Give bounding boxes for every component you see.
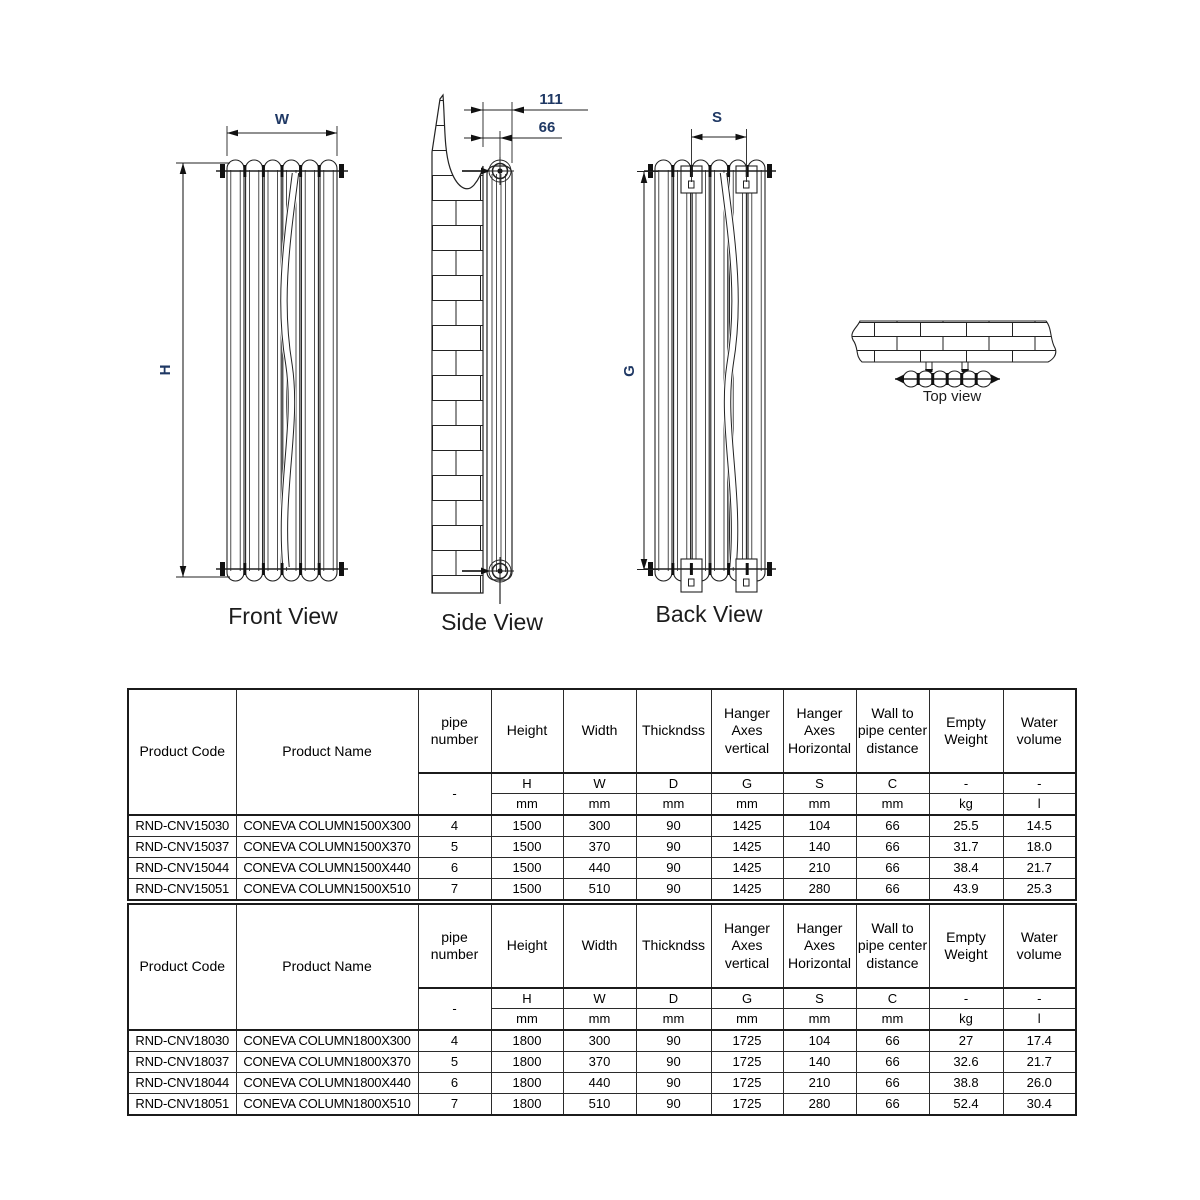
spec-value: 27 xyxy=(929,1030,1003,1052)
unit-cell: mm xyxy=(856,1009,929,1031)
unit-cell: mm xyxy=(491,794,563,816)
top-view-label: Top view xyxy=(922,388,982,405)
table-row xyxy=(128,1094,1076,1116)
spec-value: 66 xyxy=(856,837,929,858)
spec-value: 370 xyxy=(563,1052,636,1073)
width-dimension xyxy=(227,111,337,156)
spec-value: 38.4 xyxy=(929,858,1003,879)
symbol-cell: - xyxy=(1003,988,1076,1009)
spec-value: 7 xyxy=(418,879,491,901)
symbol-cell: - xyxy=(929,773,1003,794)
spec-value: 300 xyxy=(563,815,636,837)
spec-value: 90 xyxy=(636,1052,711,1073)
spec-value: 280 xyxy=(783,1094,856,1116)
spec-value: 440 xyxy=(563,858,636,879)
column-header: Product Code xyxy=(128,904,236,1030)
product-name: CONEVA COLUMN1800X510 xyxy=(236,1094,418,1116)
product-name: CONEVA COLUMN1800X300 xyxy=(236,1030,418,1052)
spec-value: 1500 xyxy=(491,815,563,837)
product-code: RND-CNV15030 xyxy=(128,815,236,837)
back-view-label: Back View xyxy=(655,601,763,627)
column-header: Hanger Axes vertical xyxy=(711,904,783,988)
spec-value: 43.9 xyxy=(929,879,1003,901)
spec-value: 1800 xyxy=(491,1094,563,1116)
spec-value: 1500 xyxy=(491,837,563,858)
column-header: Empty Weight xyxy=(929,904,1003,988)
spec-value: 1425 xyxy=(711,815,783,837)
unit-cell: mm xyxy=(491,1009,563,1031)
product-code: RND-CNV15051 xyxy=(128,879,236,901)
unit-cell: mm xyxy=(783,794,856,816)
spec-value: 1500 xyxy=(491,879,563,901)
product-name: CONEVA COLUMN1500X370 xyxy=(236,837,418,858)
side-view-label: Side View xyxy=(441,609,543,635)
spec-value: 140 xyxy=(783,1052,856,1073)
spec-value: 52.4 xyxy=(929,1094,1003,1116)
spec-value: 25.3 xyxy=(1003,879,1076,901)
column-header: pipe number xyxy=(418,689,491,773)
spec-value: 4 xyxy=(418,815,491,837)
product-name: CONEVA COLUMN1500X300 xyxy=(236,815,418,837)
column-header: Width xyxy=(563,689,636,773)
spec-value: 66 xyxy=(856,879,929,901)
top-view-drawing xyxy=(852,321,1056,405)
spec-value: 7 xyxy=(418,1094,491,1116)
unit-cell: mm xyxy=(711,794,783,816)
column-header: Hanger Axes vertical xyxy=(711,689,783,773)
column-header: Product Code xyxy=(128,689,236,815)
dim-label-h: H xyxy=(157,364,174,376)
spec-value: 66 xyxy=(856,1030,929,1052)
spec-value: 6 xyxy=(418,1073,491,1094)
symbol-cell: H xyxy=(491,773,563,794)
column-header: Wall to pipe center distance xyxy=(856,904,929,988)
unit-cell: l xyxy=(1003,794,1076,816)
spec-value: 32.6 xyxy=(929,1052,1003,1073)
column-header: Empty Weight xyxy=(929,689,1003,773)
unit-cell: mm xyxy=(783,1009,856,1031)
column-header: Hanger Axes Horizontal xyxy=(783,689,856,773)
product-code: RND-CNV18030 xyxy=(128,1030,236,1052)
symbol-cell: - xyxy=(418,988,491,1030)
spec-value: 66 xyxy=(856,1094,929,1116)
column-header: Hanger Axes Horizontal xyxy=(783,904,856,988)
symbol-cell: D xyxy=(636,988,711,1009)
column-header: Product Name xyxy=(236,689,418,815)
spec-value: 210 xyxy=(783,1073,856,1094)
spec-value: 1800 xyxy=(491,1052,563,1073)
spec-value: 90 xyxy=(636,815,711,837)
unit-cell: mm xyxy=(856,794,929,816)
spec-value: 90 xyxy=(636,879,711,901)
spec-value: 210 xyxy=(783,858,856,879)
spec-table-1800 xyxy=(127,903,1077,1116)
column-header: Height xyxy=(491,689,563,773)
product-code: RND-CNV18051 xyxy=(128,1094,236,1116)
column-header: Water volume xyxy=(1003,689,1076,773)
product-code: RND-CNV15037 xyxy=(128,837,236,858)
column-header: Wall to pipe center distance xyxy=(856,689,929,773)
spec-value: 66 xyxy=(856,1073,929,1094)
spec-value: 280 xyxy=(783,879,856,901)
dim-label-w: W xyxy=(274,111,290,128)
spec-value: 14.5 xyxy=(1003,815,1076,837)
spec-value: 21.7 xyxy=(1003,858,1076,879)
column-header: Product Name xyxy=(236,904,418,1030)
dim-label-111: 111 xyxy=(539,91,563,108)
product-name: CONEVA COLUMN1800X440 xyxy=(236,1073,418,1094)
front-view-label: Front View xyxy=(228,603,338,629)
height-dimension xyxy=(157,163,230,577)
spec-value: 31.7 xyxy=(929,837,1003,858)
spec-value: 1800 xyxy=(491,1030,563,1052)
side-view-drawing xyxy=(432,91,588,635)
dim-label-g: G xyxy=(621,365,638,377)
spec-value: 1725 xyxy=(711,1030,783,1052)
spec-value: 1425 xyxy=(711,879,783,901)
table-row xyxy=(128,1030,1076,1052)
symbol-cell: S xyxy=(783,988,856,1009)
table-row xyxy=(128,815,1076,837)
spec-value: 300 xyxy=(563,1030,636,1052)
spec-value: 6 xyxy=(418,858,491,879)
product-name: CONEVA COLUMN1500X440 xyxy=(236,858,418,879)
symbol-cell: D xyxy=(636,773,711,794)
column-header: Water volume xyxy=(1003,904,1076,988)
spec-value: 38.8 xyxy=(929,1073,1003,1094)
unit-cell: mm xyxy=(563,794,636,816)
symbol-cell: C xyxy=(856,773,929,794)
back-view-drawing xyxy=(621,109,776,627)
spec-value: 1800 xyxy=(491,1073,563,1094)
spec-value: 66 xyxy=(856,815,929,837)
product-code: RND-CNV18037 xyxy=(128,1052,236,1073)
product-name: CONEVA COLUMN1500X510 xyxy=(236,879,418,901)
table-row xyxy=(128,837,1076,858)
spec-value: 66 xyxy=(856,858,929,879)
spec-value: 440 xyxy=(563,1073,636,1094)
symbol-cell: C xyxy=(856,988,929,1009)
symbol-cell: - xyxy=(929,988,1003,1009)
symbol-cell: H xyxy=(491,988,563,1009)
unit-cell: mm xyxy=(636,1009,711,1031)
spec-value: 1725 xyxy=(711,1094,783,1116)
symbol-cell: G xyxy=(711,773,783,794)
spec-value: 90 xyxy=(636,1030,711,1052)
table-row xyxy=(128,879,1076,901)
column-header: Thickndss xyxy=(636,689,711,773)
symbol-cell: S xyxy=(783,773,856,794)
spec-value: 510 xyxy=(563,1094,636,1116)
dim-label-s: S xyxy=(711,109,723,126)
product-name: CONEVA COLUMN1800X370 xyxy=(236,1052,418,1073)
spec-value: 1725 xyxy=(711,1052,783,1073)
spec-value: 90 xyxy=(636,858,711,879)
dim-label-66: 66 xyxy=(538,119,556,136)
symbol-cell: W xyxy=(563,988,636,1009)
spec-value: 90 xyxy=(636,1094,711,1116)
spec-value: 25.5 xyxy=(929,815,1003,837)
spec-value: 104 xyxy=(783,1030,856,1052)
depth-dimension xyxy=(464,91,588,163)
spec-value: 30.4 xyxy=(1003,1094,1076,1116)
unit-cell: kg xyxy=(929,794,1003,816)
spec-value: 90 xyxy=(636,1073,711,1094)
spec-value: 17.4 xyxy=(1003,1030,1076,1052)
spec-value: 66 xyxy=(856,1052,929,1073)
table-row xyxy=(128,1052,1076,1073)
symbol-cell: G xyxy=(711,988,783,1009)
spec-value: 26.0 xyxy=(1003,1073,1076,1094)
column-header: Thickndss xyxy=(636,904,711,988)
column-header: pipe number xyxy=(418,904,491,988)
spec-value: 1725 xyxy=(711,1073,783,1094)
spec-value: 370 xyxy=(563,837,636,858)
unit-cell: mm xyxy=(711,1009,783,1031)
symbol-cell: W xyxy=(563,773,636,794)
spec-value: 5 xyxy=(418,837,491,858)
unit-cell: mm xyxy=(563,1009,636,1031)
front-view-drawing xyxy=(157,111,348,629)
spec-value: 5 xyxy=(418,1052,491,1073)
spec-value: 21.7 xyxy=(1003,1052,1076,1073)
unit-cell: mm xyxy=(636,794,711,816)
spec-value: 1425 xyxy=(711,837,783,858)
symbol-cell: - xyxy=(1003,773,1076,794)
column-header: Width xyxy=(563,904,636,988)
symbol-cell: - xyxy=(418,773,491,815)
hanger-vertical-dimension xyxy=(621,172,658,571)
spec-value: 90 xyxy=(636,837,711,858)
product-code: RND-CNV15044 xyxy=(128,858,236,879)
table-row xyxy=(128,858,1076,879)
spec-value: 1425 xyxy=(711,858,783,879)
column-header: Height xyxy=(491,904,563,988)
spec-value: 510 xyxy=(563,879,636,901)
spec-value: 104 xyxy=(783,815,856,837)
spec-value: 18.0 xyxy=(1003,837,1076,858)
unit-cell: kg xyxy=(929,1009,1003,1031)
spec-value: 4 xyxy=(418,1030,491,1052)
unit-cell: l xyxy=(1003,1009,1076,1031)
spec-value: 140 xyxy=(783,837,856,858)
product-code: RND-CNV18044 xyxy=(128,1073,236,1094)
table-row xyxy=(128,1073,1076,1094)
spec-table-1500 xyxy=(127,688,1077,901)
spec-value: 1500 xyxy=(491,858,563,879)
